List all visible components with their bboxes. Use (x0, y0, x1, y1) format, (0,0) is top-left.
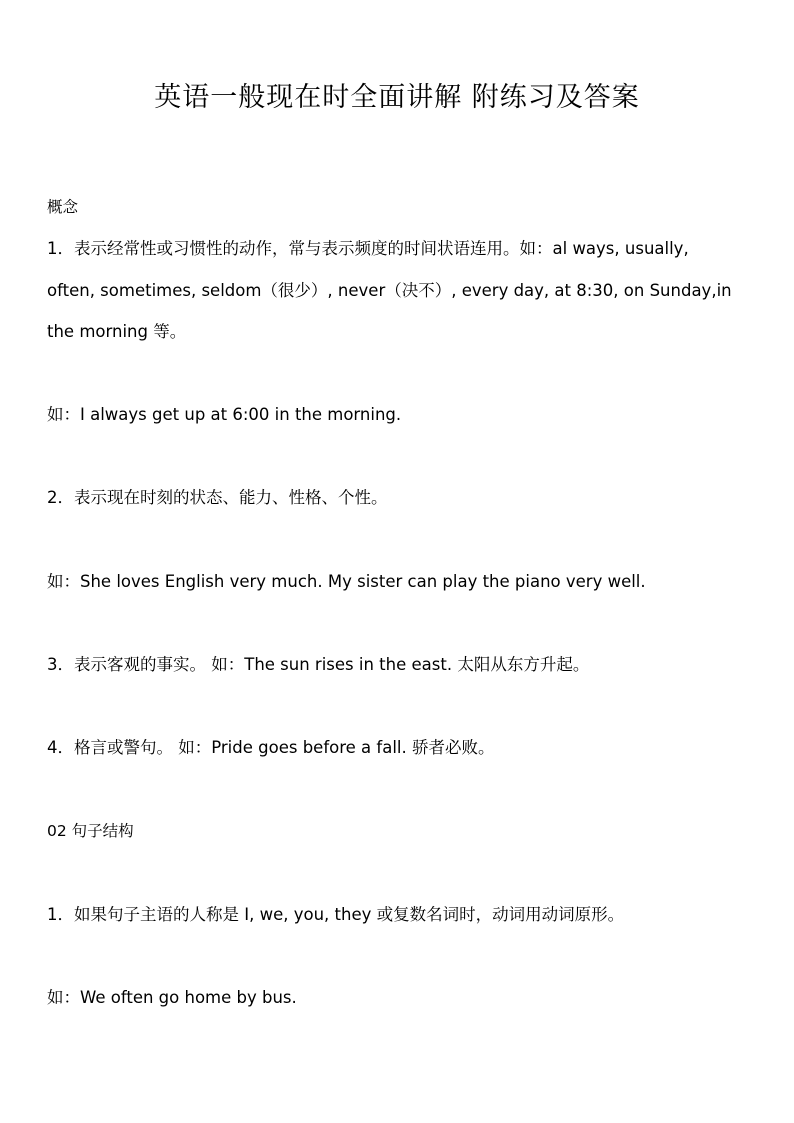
example-line: 如：She loves English very much. My sister can play the piano very well. (47, 572, 646, 591)
document-title: 英语一般现在时全面讲解 附练习及答案 (154, 82, 640, 113)
section-heading-sentence-structure: 02 句子结构 (47, 822, 134, 840)
paragraph-line: 1．如果句子主语的人称是 I, we, you, they 或复数名词时，动词用动词原形。 (47, 905, 625, 924)
section-heading-concept: 概念 (47, 198, 79, 216)
paragraph-line: 2．表示现在时刻的状态、能力、性格、个性。 (47, 488, 388, 507)
example-line: 如：We often go home by bus. (47, 988, 297, 1007)
example-line: 如：I always get up at 6:00 in the morning. (47, 405, 402, 424)
paragraph-line: 4．格言或警句。 如：Pride goes before a fall. 骄者必败。 (47, 738, 495, 757)
paragraph-line: 3．表示客观的事实。 如：The sun rises in the east. 太阳从东方升起。 (47, 655, 590, 674)
paragraph-line: 1．表示经常性或习惯性的动作，常与表示频度的时间状语连用。如：al ways, usually, (47, 239, 689, 258)
paragraph-line: the morning 等。 (47, 322, 187, 341)
paragraph-line: often, sometimes, seldom（很少）, never（决不）, every day, at 8:30, on Sunday,in (47, 281, 732, 300)
